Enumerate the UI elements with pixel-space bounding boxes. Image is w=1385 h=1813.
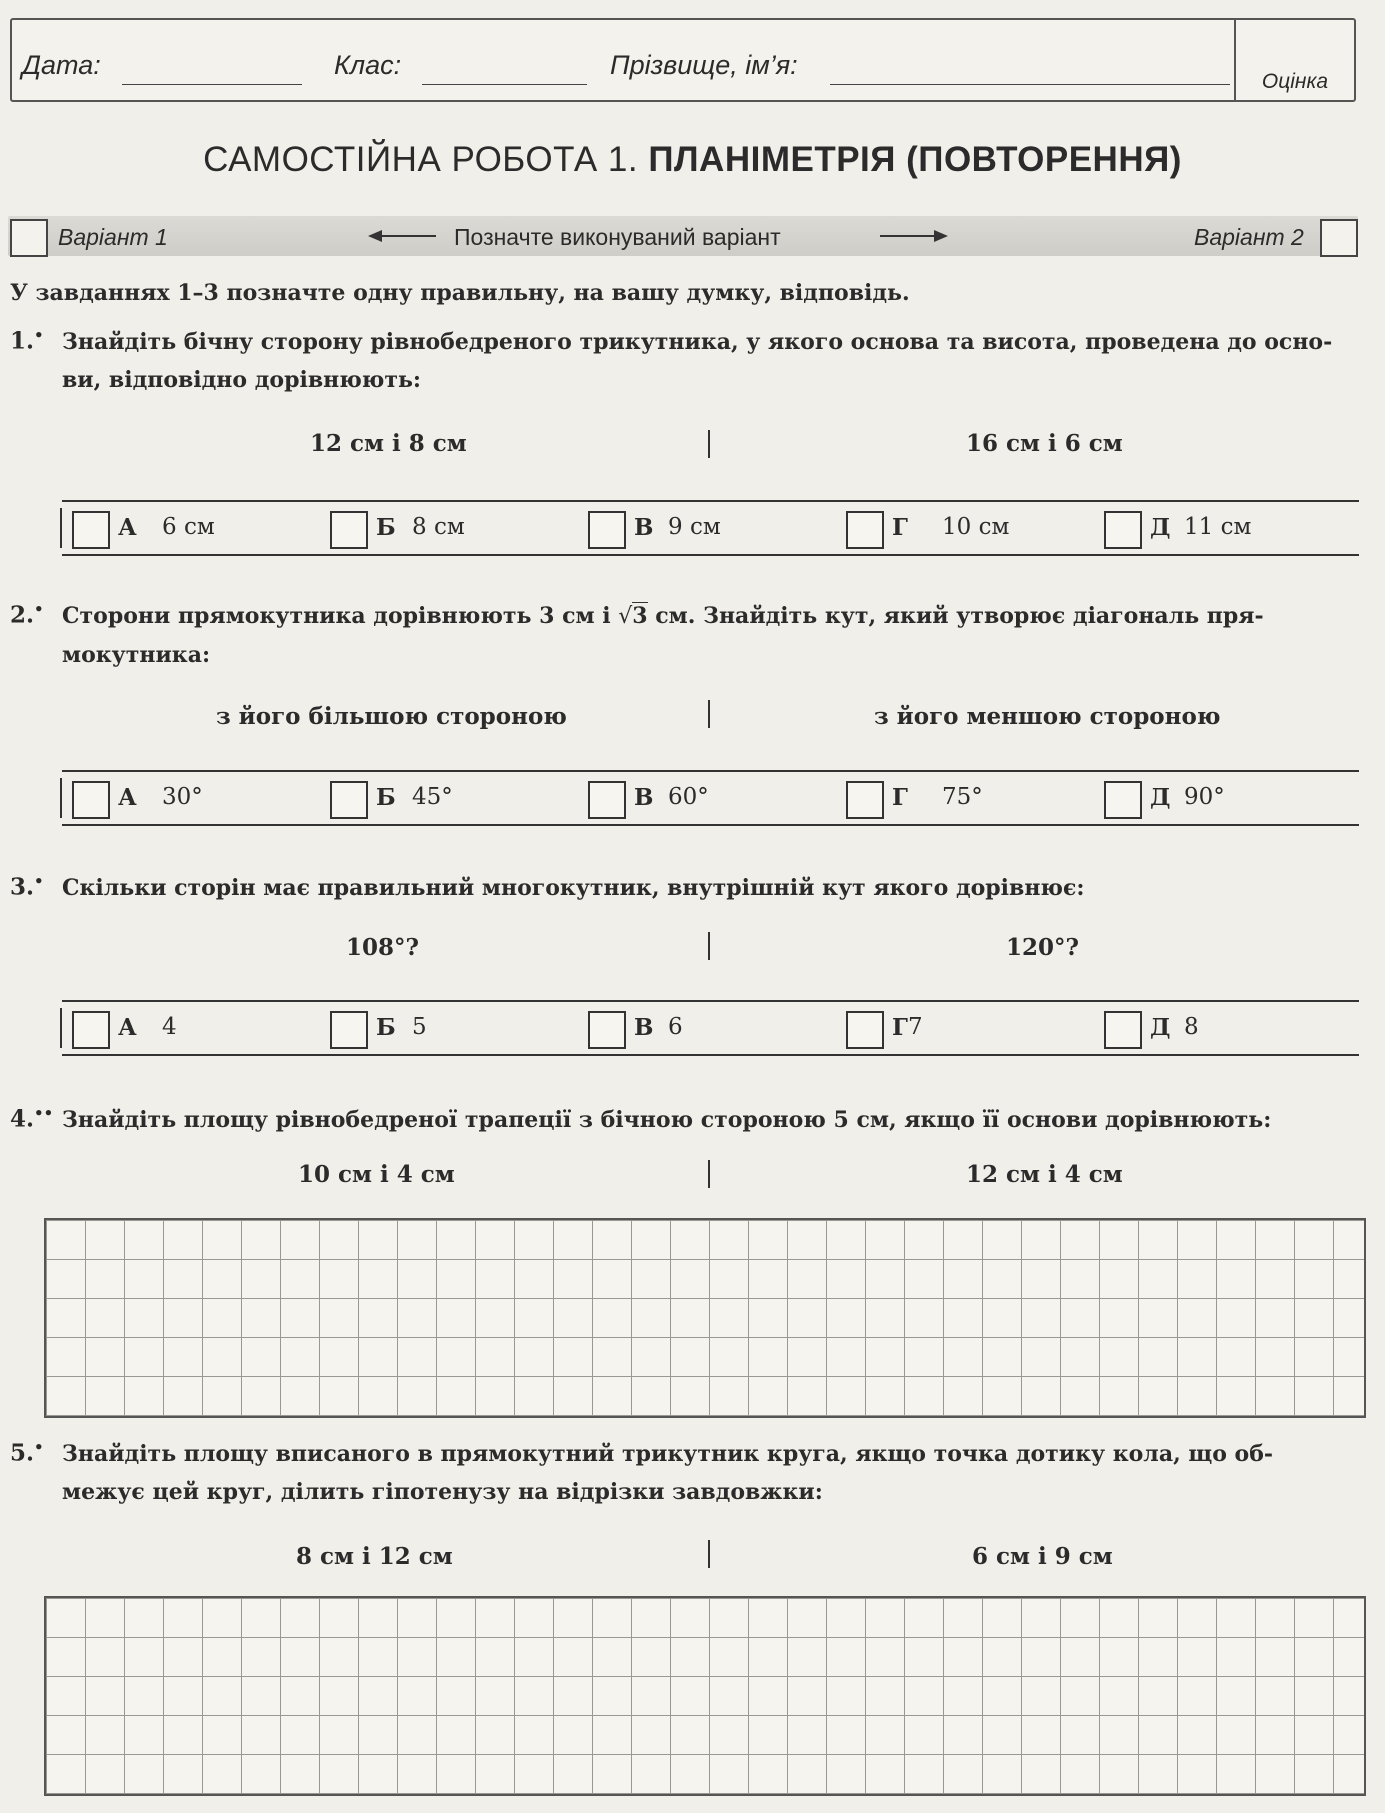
answer-options: А 6 см Б 8 см В 9 см Г 10 см Д 11 см	[62, 500, 1359, 556]
sqrt-argument: 3	[632, 603, 648, 629]
case-left: з його більшою стороною	[216, 703, 567, 730]
answer-grid[interactable]	[44, 1218, 1366, 1418]
variant-2-checkbox[interactable]	[1320, 219, 1358, 257]
difficulty-marker: •	[34, 600, 44, 618]
case-divider	[708, 932, 710, 960]
name-field[interactable]	[830, 84, 1230, 85]
case-right: 6 см і 9 см	[972, 1543, 1113, 1570]
answer-checkbox[interactable]	[72, 511, 110, 549]
answer-checkbox[interactable]	[1104, 781, 1142, 819]
case-left: 12 см і 8 см	[310, 430, 467, 457]
title-prefix: САМОСТІЙНА РОБОТА 1.	[203, 140, 639, 179]
arrow-left-icon	[368, 226, 438, 246]
instructions: У завданнях 1–3 позначте одну правильну, на вашу думку, відповідь.	[10, 280, 910, 306]
grade-label: Оцінка	[1261, 70, 1329, 93]
question-text: Знайдіть площу вписаного в прямокутний трикутник круга, якщо точка дотику кола, що об- межує цей круг, ділить гіпотенузу на відрізки завдовжки:	[62, 1441, 1274, 1505]
case-right: 120°?	[1006, 934, 1079, 961]
name-label: Прізвище, ім’я:	[610, 50, 798, 80]
difficulty-marker: •	[34, 1438, 44, 1456]
answer-checkbox[interactable]	[846, 511, 884, 549]
answer-checkbox[interactable]	[588, 1011, 626, 1049]
grade-box[interactable]	[1234, 20, 1354, 100]
answer-checkbox[interactable]	[588, 781, 626, 819]
question-number: 3.•	[10, 872, 44, 901]
question-text: Скільки сторін має правильний многокутник, внутрішній кут якого дорівнює:	[62, 875, 1085, 901]
variant-prompt: Позначте виконуваний варіант	[454, 224, 781, 250]
student-info-header	[10, 18, 1356, 102]
answer-checkbox[interactable]	[588, 511, 626, 549]
answer-checkbox[interactable]	[1104, 511, 1142, 549]
title-topic: ПЛАНІМЕТРІЯ (ПОВТОРЕННЯ)	[648, 140, 1182, 179]
case-right: з його меншою стороною	[874, 703, 1221, 730]
answer-checkbox[interactable]	[72, 1011, 110, 1049]
case-divider	[708, 700, 710, 728]
question-number: 2.•	[10, 600, 44, 629]
case-divider	[708, 1540, 710, 1568]
question-number: 1.•	[10, 326, 44, 355]
date-label: Дата:	[22, 50, 101, 80]
answer-checkbox[interactable]	[330, 1011, 368, 1049]
answer-options: А 4 Б 5 В 6 Г 7 Д 8	[62, 1000, 1359, 1056]
class-field[interactable]	[422, 84, 587, 85]
answer-options: А 30° Б 45° В 60° Г 75° Д 90°	[62, 770, 1359, 826]
case-left: 8 см і 12 см	[296, 1543, 453, 1570]
date-field[interactable]	[122, 84, 302, 85]
page-title	[0, 140, 1385, 180]
answer-checkbox[interactable]	[846, 1011, 884, 1049]
case-right: 12 см і 4 см	[966, 1161, 1123, 1188]
question-text: Знайдіть площу рівнобедреної трапеції з бічною стороною 5 см, якщо її основи дорівнюють:	[62, 1107, 1272, 1133]
question-text: Знайдіть бічну сторону рівнобедреного трикутника, у якого основа та висота, проведена до осно- ви, відповідно дорівнюють:	[62, 329, 1333, 393]
variant-2-label: Варіант 2	[1194, 224, 1304, 250]
difficulty-marker: •	[34, 872, 44, 890]
answer-checkbox[interactable]	[330, 781, 368, 819]
case-divider	[708, 430, 710, 458]
variant-selector-bar	[8, 216, 1358, 256]
variant-1-label: Варіант 1	[58, 224, 168, 250]
class-label: Клас:	[334, 50, 402, 80]
answer-checkbox[interactable]	[1104, 1011, 1142, 1049]
question-text: Сторони прямокутника дорівнюють 3 см і √3 см. Знайдіть кут, який утворює діагональ пря- мокутника:	[62, 603, 1264, 668]
answer-checkbox[interactable]	[330, 511, 368, 549]
case-left: 108°?	[346, 934, 419, 961]
case-left: 10 см і 4 см	[298, 1161, 455, 1188]
case-divider	[708, 1160, 710, 1188]
variant-1-checkbox[interactable]	[10, 219, 48, 257]
arrow-right-icon	[878, 226, 948, 246]
answer-grid[interactable]	[44, 1596, 1366, 1796]
answer-checkbox[interactable]	[72, 781, 110, 819]
question-number: 5.•	[10, 1438, 44, 1467]
case-right: 16 см і 6 см	[966, 430, 1123, 457]
difficulty-marker: •	[34, 326, 44, 344]
difficulty-marker: ••	[34, 1104, 54, 1122]
answer-checkbox[interactable]	[846, 781, 884, 819]
question-number: 4.••	[10, 1104, 54, 1133]
